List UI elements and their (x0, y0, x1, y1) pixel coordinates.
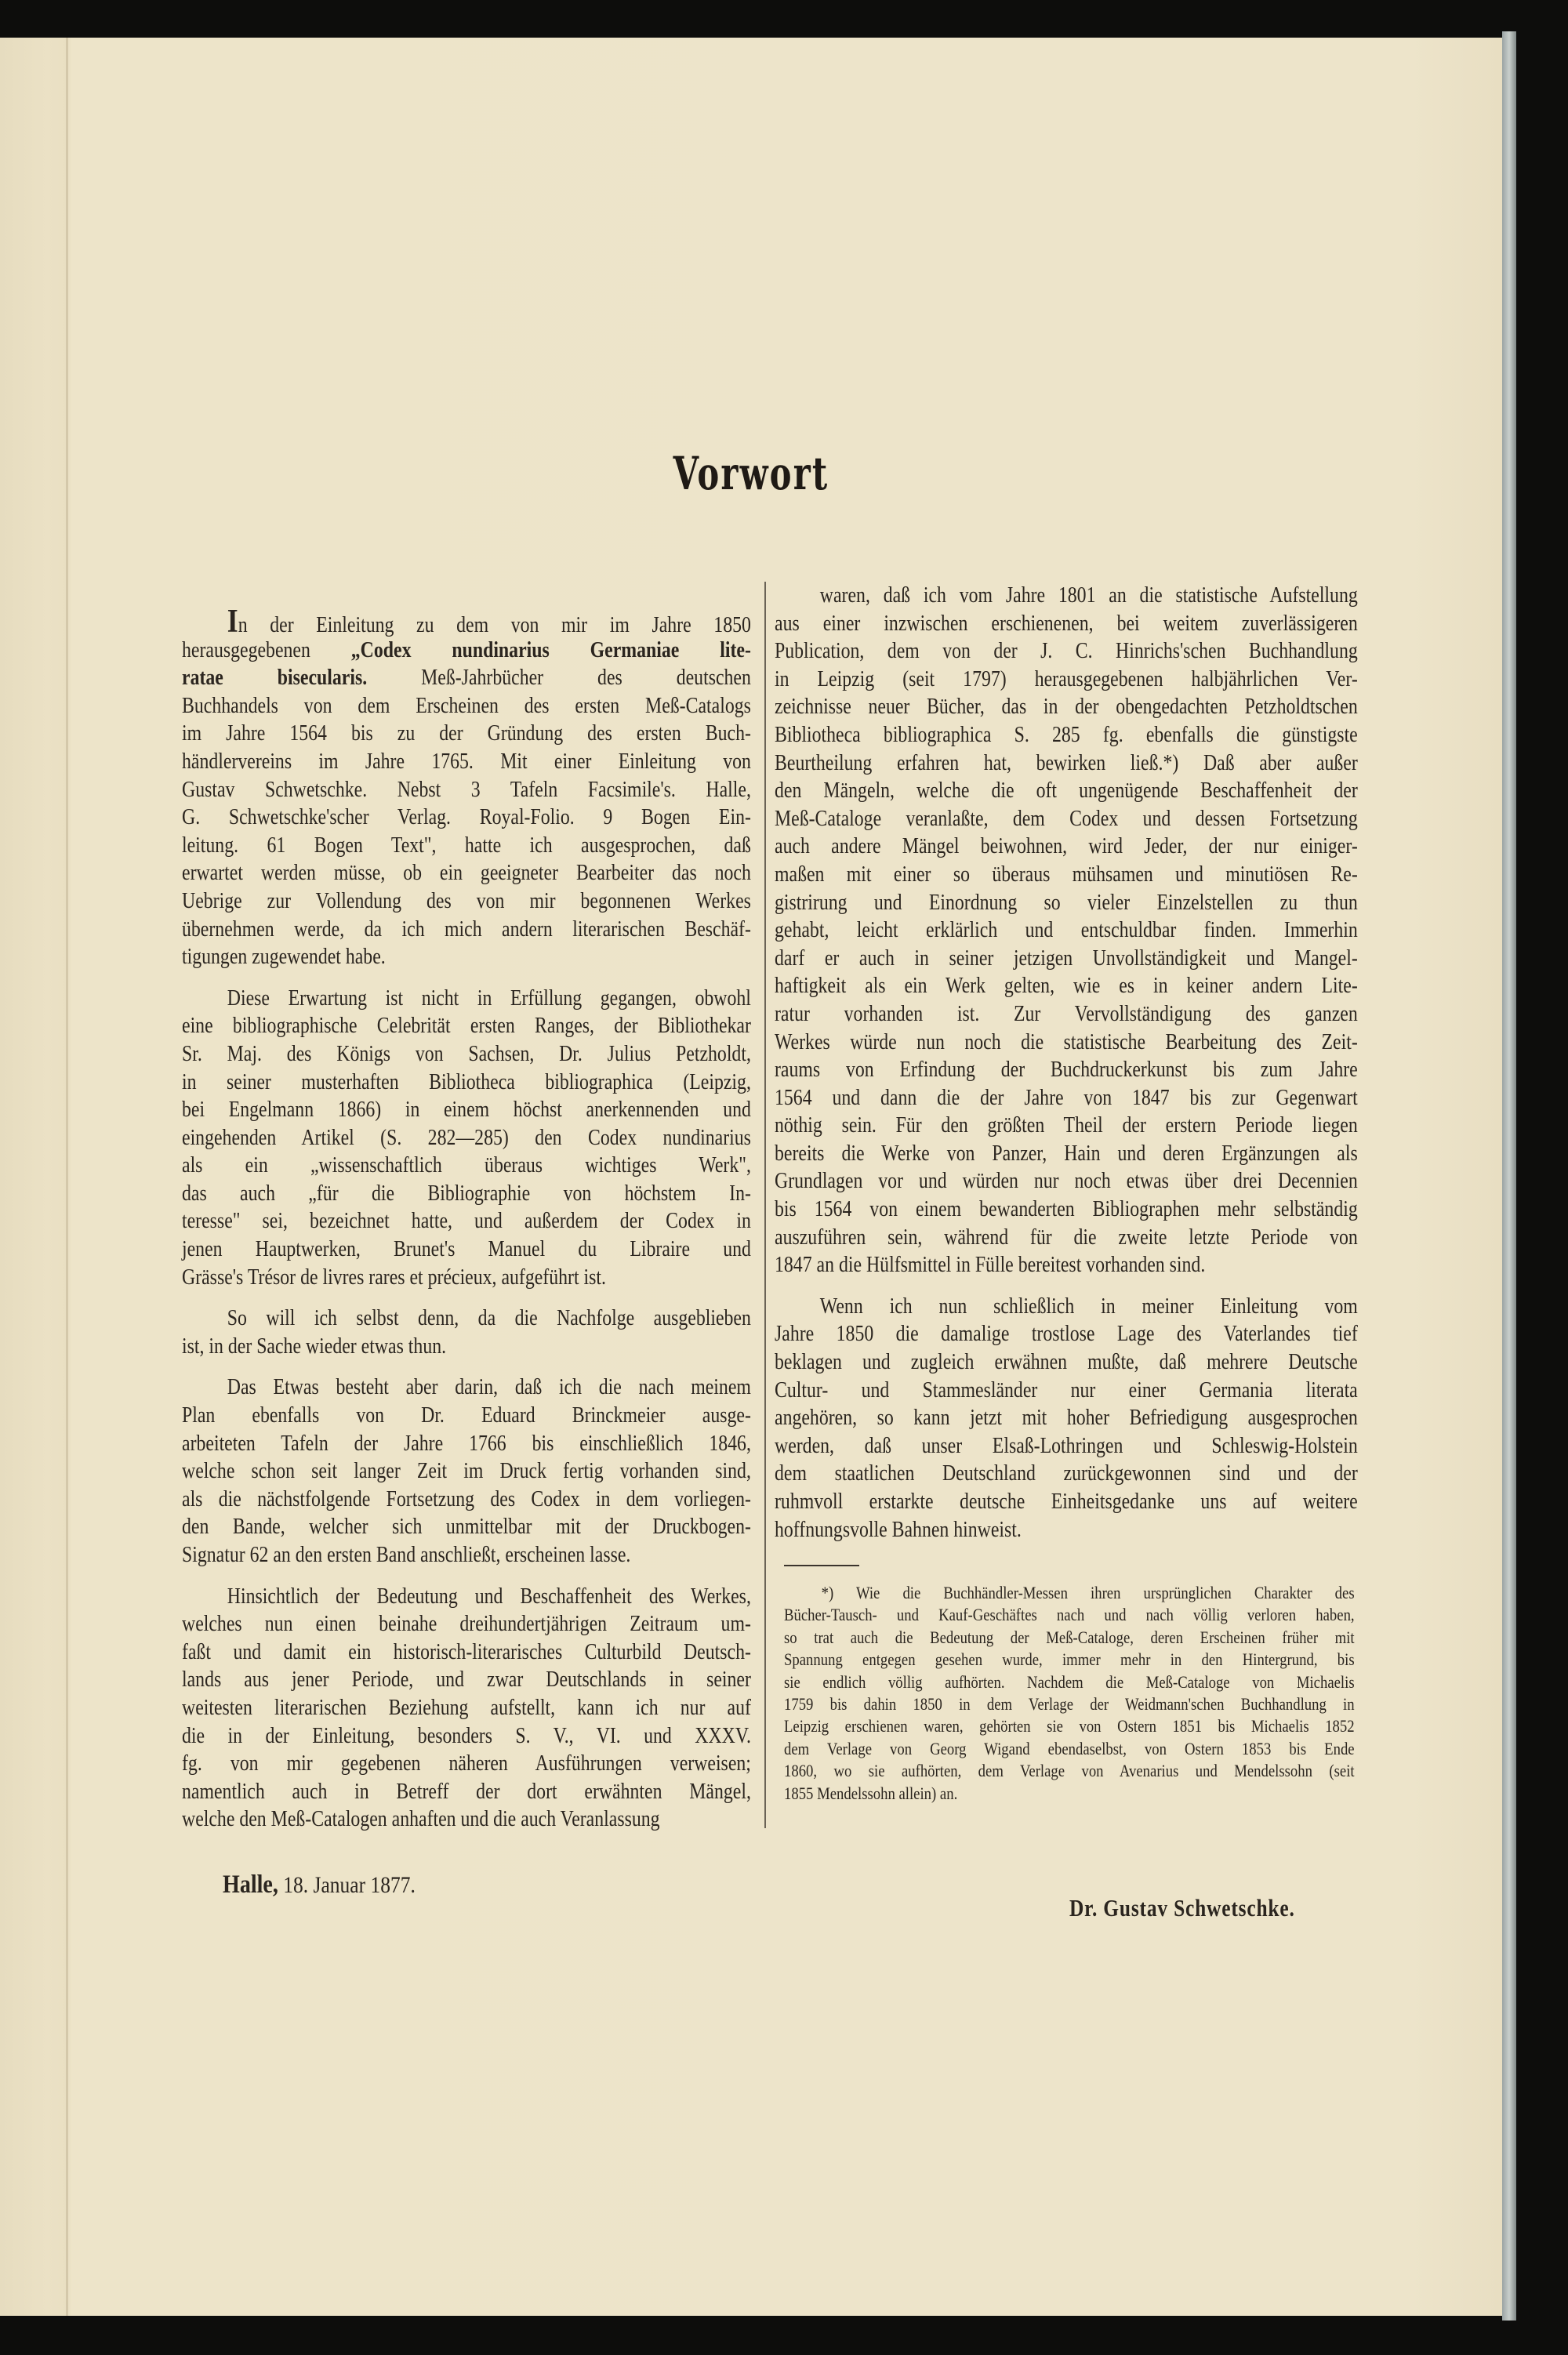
text-line: ratur vorhanden ist. Zur Vervollständigung des ganzen (775, 1001, 1358, 1026)
text-line: namentlich auch in Betreff der dort erwähnten Mängel, (182, 1779, 751, 1804)
text-line: so trat auch die Bedeutung der Meß-Cataloge, deren Erscheinen früher mit (784, 1627, 1355, 1647)
text-line: Wenn ich nun schließlich in meiner Einleitung vom (819, 1294, 1358, 1319)
text-line: beklagen und zugleich erwähnen mußte, daß mehrere Deutsche (775, 1350, 1358, 1375)
bold-title-text: ratae bisecularis. (182, 666, 368, 691)
text-line: ruhmvoll erstarkte deutsche Einheitsgedanke uns auf weitere (775, 1490, 1358, 1514)
text-line: So will ich selbst denn, da die Nachfolge ausgeblieben (227, 1306, 751, 1331)
text-line: *) Wie die Buchhändler-Messen ihren ursprünglichen Charakter des (821, 1583, 1355, 1602)
text-line: gistrirung und Einordnung so vieler Einzelstellen zu thun (775, 890, 1358, 915)
text-line: als ein „wissenschaftlich überaus wichtiges Werk", (182, 1153, 751, 1178)
paragraph (182, 985, 751, 1292)
text-line: werden, daß unser Elsaß-Lothringen und Schleswig-Holstein (775, 1433, 1358, 1458)
text-line: Jahre 1850 die damalige trostlose Lage des Vaterlandes tief (775, 1322, 1358, 1347)
text-segment: herausgegebenen (182, 637, 351, 662)
text-line: nöthig sein. Für den größten Theil der erstern Periode liegen (775, 1113, 1358, 1138)
text-line: maßen mit einer so überaus mühsamen und minutiösen Re- (775, 862, 1358, 887)
text-line: teresse" sei, bezeichnet hatte, und außerdem der Codex in (182, 1209, 751, 1234)
text-line: 1564 und dann die der Jahre von 1847 bis zur Gegenwart (775, 1085, 1358, 1110)
bold-title-text: „Codex nundinarius Germaniae lite- (350, 637, 751, 662)
text-line: tigungen zugewendet habe. (182, 945, 386, 970)
text-line: angehören, so kann jetzt mit hoher Befriedigung ausgesprochen (775, 1406, 1358, 1431)
text-line: bei Engelmann 1866) in einem höchst anerkennenden und (182, 1098, 751, 1123)
text-line: welche schon seit langer Zeit im Druck fertig vorhanden sind, (182, 1459, 751, 1484)
text-line: 1759 bis dahin 1850 in dem Verlage der Weidmann'schen Buchhandlung in (784, 1693, 1355, 1714)
text-line: lands aus jener Periode, und zwar Deutschlands in seiner (182, 1667, 751, 1693)
left-text-column (182, 604, 751, 1834)
paragraph (775, 1293, 1358, 1544)
text-line: aus einer inzwischen erschienenen, bei weitem zuverlässigeren (775, 611, 1358, 636)
text-line: Grässe's Trésor de livres rares et précieux, aufgeführt ist. (182, 1265, 606, 1290)
text-line: in Leipzig (seit 1797) herausgegebenen halbjährlichen Ver- (775, 666, 1358, 691)
text-line: Spannung entgegen gesehen wurde, immer mehr in den Hintergrund, bis (784, 1649, 1355, 1670)
text-line: arbeiteten Tafeln der Jahre 1766 bis einschließlich 1846, (182, 1431, 751, 1456)
text-line: den Mängeln, welche die oft ungenügende Beschaffenheit der (775, 778, 1358, 804)
text-line: 1860, wo sie aufhörten, dem Verlage von Avenarius und Mendelssohn (seit (784, 1761, 1355, 1781)
text-line: welches nun einen beinahe dreihundertjährigen Zeitraum um- (182, 1612, 751, 1637)
text-line: Cultur- und Stammesländer nur einer Germania literata (775, 1377, 1358, 1402)
author-signature: Dr. Gustav Schwetschke. (1069, 1894, 1295, 1921)
paragraph (784, 1582, 1355, 1805)
text-line: hoffnungsvolle Bahnen hinweist. (775, 1517, 1022, 1542)
place-and-date (223, 1871, 416, 1900)
text-line: Bibliotheca bibliographica S. 285 fg. ebenfalls die günstigste (775, 722, 1358, 747)
text-line: als die nächstfolgende Fortsetzung des Codex in dem vorliegen- (182, 1486, 751, 1511)
paragraph (775, 582, 1358, 1279)
text-line: raums von Erfindung der Buchdruckerkunst bis zum Jahre (775, 1058, 1358, 1083)
text-line: haftigkeit als ein Werk gelten, wie es in keiner andern Lite- (775, 974, 1358, 999)
text-line: darf er auch in seiner jetzigen Unvollständigkeit und Mangel- (775, 945, 1358, 971)
text-line: Grundlagen vor und würden nur noch etwas über drei Decennien (775, 1169, 1358, 1194)
book-cover-edge (1502, 31, 1516, 2321)
text-line: das auch „für die Bibliographie von höchstem In- (182, 1181, 751, 1206)
text-line: dem staatlichen Deutschland zurückgewonnen sind und der (775, 1461, 1358, 1486)
column-divider (764, 582, 766, 1828)
text-line: Diese Erwartung ist nicht in Erfüllung gegangen, obwohl (227, 985, 751, 1011)
text-line: weitesten literarischen Beziehung aufstellt, kann ich nur auf (182, 1695, 751, 1720)
text-segment: Meß-Jahrbücher des deutschen (367, 666, 751, 691)
text-line: bereits die Werke von Panzer, Hain und deren Ergänzungen als (775, 1141, 1358, 1166)
text-line: 1847 an die Hülfsmittel in Fülle bereitest vorhanden sind. (775, 1253, 1206, 1278)
text-line: faßt und damit ein historisch-literarisches Culturbild Deutsch- (182, 1639, 751, 1664)
paragraph (182, 1373, 751, 1569)
date: 18. Januar 1877. (283, 1872, 416, 1898)
text-line: fg. von mir gegebenen näheren Ausführungen verweisen; (182, 1751, 751, 1776)
initial-letter: I (227, 604, 238, 640)
text-line: waren, daß ich vom Jahre 1801 an die statistische Aufstellung (819, 583, 1358, 608)
text-line: die in der Einleitung, besonders S. V., VI. und XXXV. (182, 1723, 751, 1748)
text-line: sie endlich völlig aufhörten. Nachdem die Meß-Cataloge von Michaelis (784, 1671, 1355, 1692)
text-line: Meß-Cataloge veranlaßte, dem Codex und dessen Fortsetzung (775, 806, 1358, 831)
text-line: auch andere Mängel beiwohnen, wird Jeder, der nur einiger- (775, 834, 1358, 859)
text-line: jenen Hauptwerken, Brunet's Manuel du Libraire und (182, 1237, 751, 1262)
text-line: G. Schwetschke'scher Verlag. Royal-Folio. 9 Bogen Ein- (182, 805, 751, 830)
text-line: übernehmen werde, da ich mich andern literarischen Beschäf- (182, 916, 751, 942)
text-line: in seiner musterhaften Bibliotheca bibliographica (Leipzig, (182, 1069, 751, 1094)
text-line: im Jahre 1564 bis zu der Gründung des ersten Buch- (182, 721, 751, 746)
text-line: dem Verlage von Georg Wigand ebendaselbst, von Ostern 1853 bis Ende (784, 1738, 1355, 1758)
text-line: eingehenden Artikel (S. 282—285) den Codex nundinarius (182, 1125, 751, 1150)
right-text-column (775, 582, 1358, 1544)
text-line: auszuführen sein, während für die zweite letzte Periode von (775, 1225, 1358, 1250)
paragraph (182, 1305, 751, 1360)
text-line: Plan ebenfalls von Dr. Eduard Brinckmeier ausge- (182, 1403, 751, 1428)
text-line: händlervereins im Jahre 1765. Mit einer Einleitung von (182, 749, 751, 774)
text-line: den Bande, welcher sich unmittelbar mit der Druckbogen- (182, 1515, 751, 1540)
gutter-fold (66, 38, 68, 2316)
text-line: erwartet werden müsse, ob ein geeigneter Bearbeiter das noch (182, 861, 751, 886)
text-line: Leipzig erschienen waren, gehörten sie von Ostern 1851 bis Michaelis 1852 (784, 1716, 1355, 1736)
footnote (784, 1582, 1355, 1805)
paragraph (182, 1583, 751, 1834)
text-line: gehabt, leicht erklärlich und entschuldbar finden. Immerhin (775, 918, 1358, 943)
text-line: Bücher-Tausch- und Kauf-Geschäftes nach und nach völlig verloren haben, (784, 1605, 1355, 1625)
paragraph (182, 604, 751, 971)
text-line: Das Etwas besteht aber darin, daß ich die nach meinem (227, 1375, 751, 1400)
text-line: Signatur 62 an den ersten Band anschließt, erscheinen lasse. (182, 1543, 631, 1567)
page-title: Vorwort (673, 447, 829, 500)
text-line (182, 637, 751, 665)
text-line: leitung. 61 Bogen Text", hatte ich ausgesprochen, daß (182, 833, 751, 858)
text-line: 1855 Mendelssohn allein) an. (784, 1783, 958, 1803)
text-line: Beurtheilung erfahren hat, bewirken ließ.*) Daß aber außer (775, 750, 1358, 775)
text-line: bis 1564 von einem bewanderten Bibliographen mehr selbständig (775, 1197, 1358, 1222)
text-line: In der Einleitung zu dem von mir im Jahre 1850 (227, 604, 751, 640)
text-line (182, 664, 751, 692)
place: Halle, (223, 1871, 278, 1899)
text-line: Hinsichtlich der Bedeutung und Beschaffenheit des Werkes, (227, 1584, 751, 1609)
text-line: eine bibliographische Celebrität ersten Ranges, der Bibliothekar (182, 1014, 751, 1039)
text-line: Uebrige zur Vollendung des von mir begonnenen Werkes (182, 888, 751, 913)
text-line: Gustav Schwetschke. Nebst 3 Tafeln Facsimile's. Halle, (182, 777, 751, 802)
text-line: welche den Meß-Catalogen anhaften und die auch Veranlassung (182, 1807, 660, 1832)
footnote-rule (784, 1565, 859, 1566)
text-line: Werkes würde nun noch die statistische Bearbeitung des Zeit- (775, 1029, 1358, 1054)
text-line: Publication, dem von der J. C. Hinrichs'schen Buchhandlung (775, 639, 1358, 664)
text-line: zeichnisse neuer Bücher, das in der obengedachten Petzholdtschen (775, 695, 1358, 720)
text-line: ist, in der Sache wieder etwas thun. (182, 1334, 447, 1359)
text-line: Sr. Maj. des Königs von Sachsen, Dr. Julius Petzholdt, (182, 1041, 751, 1066)
text-line: Buchhandels von dem Erscheinen des ersten Meß-Catalogs (182, 693, 751, 718)
